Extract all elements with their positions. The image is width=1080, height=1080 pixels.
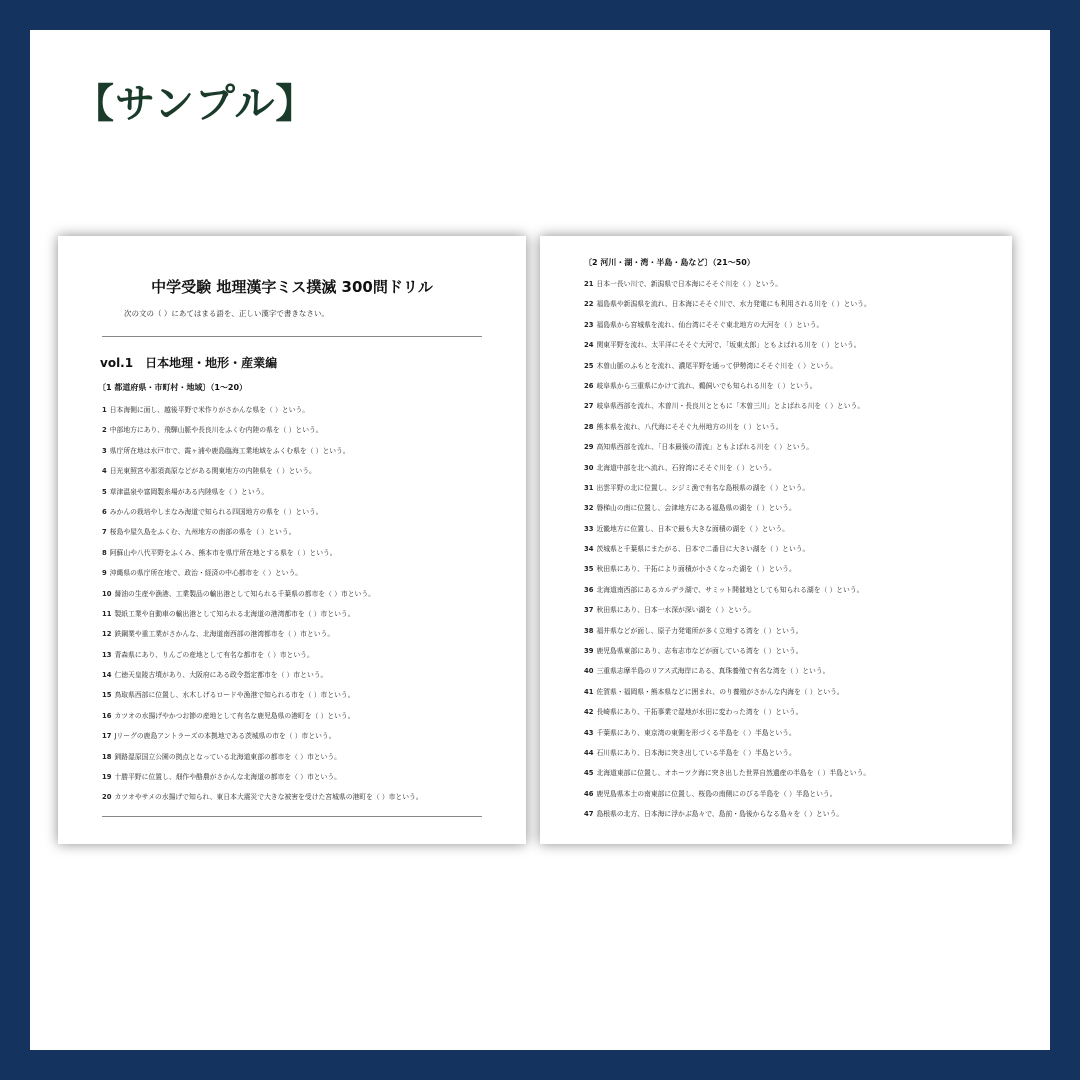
question-text: 佐賀県・福岡県・熊本県などに囲まれ、のり養殖がさかんな内海を（ ）という。 — [596, 687, 844, 696]
question-item — [584, 339, 1008, 359]
question-number: 24 — [584, 341, 594, 350]
question-item — [584, 298, 1008, 318]
question-text: 出雲平野の北に位置し、シジミ漁で有名な島根県の湖を（ ）という。 — [596, 483, 810, 492]
sample-label: 【サンプル】 — [74, 81, 317, 127]
question-text: 石川県にあり、日本海に突き出している半島を（ ）半島という。 — [596, 748, 796, 757]
question-number: 4 — [102, 467, 107, 476]
question-number: 25 — [584, 361, 594, 370]
question-number: 40 — [584, 667, 594, 676]
question-text: 岐阜県西部を流れ、木曽川・長良川とともに「木曽三川」とよばれる川を（ ）という。 — [596, 402, 865, 411]
question-number: 44 — [584, 748, 594, 757]
question-item — [102, 751, 522, 771]
question-item — [102, 486, 522, 506]
question-number: 5 — [102, 487, 107, 496]
question-item — [102, 465, 522, 485]
question-item — [584, 543, 1008, 563]
question-number: 42 — [584, 708, 594, 717]
question-number: 2 — [102, 426, 107, 435]
question-text: 桜島や屋久島をふくむ、九州地方の南部の県を（ ）という。 — [109, 528, 296, 537]
question-text: 日光東照宮や那須高原などがある関東地方の内陸県を（ ）という。 — [109, 467, 316, 476]
question-item — [584, 421, 1008, 441]
question-text: 日本海側に面し、越後平野で米作りがさかんな県を（ ）という。 — [109, 406, 310, 414]
question-number: 46 — [584, 789, 594, 798]
question-number: 23 — [584, 320, 594, 329]
question-number: 30 — [584, 463, 594, 472]
question-number: 19 — [102, 773, 112, 782]
question-text: 高知県西部を流れ、「日本最後の清流」ともよばれる川を（ ）という。 — [596, 443, 814, 452]
question-text: 県庁所在地は水戸市で、霞ヶ浦や鹿島臨海工業地域をふくむ県を（ ）という。 — [109, 446, 350, 455]
divider-bottom — [102, 816, 482, 817]
question-item — [102, 730, 522, 750]
question-number: 32 — [584, 504, 594, 513]
question-number: 35 — [584, 565, 594, 574]
question-item — [584, 462, 1008, 482]
question-text: 茨城県と千葉県にまたがる、日本で二番目に大きい湖を（ ）という。 — [596, 545, 810, 554]
document-instruction: 次の文の（ ）にあてはまる語を、正しい漢字で書きなさい。 — [124, 309, 329, 318]
question-text: 千葉県にあり、東京湾の東側を形づくる半島を（ ）半島という。 — [596, 728, 796, 737]
question-text: 福島県や新潟県を流れ、日本海にそそぐ川で、水力発電にも利用される川を（ ）という。 — [596, 300, 871, 309]
question-number: 13 — [102, 650, 112, 659]
question-text: 阿蘇山や八代平野をふくみ、熊本市を県庁所在地とする県を（ ）という。 — [109, 548, 337, 557]
question-text: 近畿地方に位置し、日本で最も大きな面積の湖を（ ）という。 — [596, 524, 789, 533]
question-number: 45 — [584, 769, 594, 778]
question-item — [102, 404, 522, 424]
question-number: 28 — [584, 422, 594, 431]
question-item — [102, 424, 522, 444]
question-item — [584, 380, 1008, 400]
question-item — [102, 567, 522, 587]
question-text: 鉄鋼業や重工業がさかんな、北海道南西部の港湾都市を（ ）市という。 — [114, 630, 335, 639]
question-item — [102, 547, 522, 567]
question-item — [584, 686, 1008, 706]
question-text: 醤油の生産や漁港、工業製品の輸出港として知られる千葉県の都市を（ ）市という。 — [114, 589, 375, 598]
question-number: 31 — [584, 483, 594, 492]
question-item — [584, 441, 1008, 461]
question-number: 6 — [102, 507, 107, 516]
question-item — [584, 747, 1008, 767]
question-item — [584, 400, 1008, 420]
question-text: 鹿児島県東部にあり、志布志市などが面している湾を（ ）という。 — [596, 647, 803, 656]
question-text: 製紙工業や自動車の輸出港として知られる北海道の港湾都市を（ ）市という。 — [114, 609, 355, 618]
question-number: 12 — [102, 630, 112, 639]
document-title: 中学受験 地理漢字ミス撲滅 300問ドリル — [151, 278, 433, 296]
question-item — [584, 788, 1008, 808]
question-item — [102, 689, 522, 709]
question-number: 7 — [102, 528, 107, 537]
question-item — [584, 706, 1008, 726]
question-text: 秋田県にあり、日本一水深が深い湖を（ ）という。 — [596, 606, 755, 615]
question-text: 中部地方にあり、飛騨山脈や長良川をふくむ内陸の県を（ ）という。 — [109, 426, 323, 435]
question-text: 島根県の北方、日本海に浮かぶ島々で、島前・島後からなる島々を（ ）という。 — [596, 810, 844, 819]
question-text: 沖縄県の県庁所在地で、政治・経済の中心都市を（ ）という。 — [109, 569, 303, 578]
question-text: 長崎県にあり、干拓事業で湿地が水田に変わった湾を（ ）という。 — [596, 708, 803, 717]
question-number: 47 — [584, 810, 594, 819]
question-text: Jリーグの鹿島アントラーズの本拠地である茨城県の市を（ ）市という。 — [114, 732, 336, 741]
question-number: 36 — [584, 585, 594, 594]
question-text: 鳥取県西部に位置し、水木しげるロードや漁港で知られる市を（ ）市という。 — [114, 691, 355, 700]
question-item — [584, 584, 1008, 604]
question-number: 37 — [584, 606, 594, 615]
question-number: 11 — [102, 609, 112, 618]
question-item — [584, 604, 1008, 624]
question-text: 三重県志摩半島のリアス式海岸にある、真珠養殖で有名な湾を（ ）という。 — [596, 667, 830, 676]
question-number: 9 — [102, 569, 107, 578]
question-text: カツオやサメの水揚げで知られ、東日本大震災で大きな被害を受けた宮城県の港町を（ ）市という。 — [114, 793, 423, 802]
question-text: 草津温泉や富岡製糸場がある内陸県を（ ）という。 — [109, 487, 269, 496]
question-number: 18 — [102, 752, 112, 761]
question-item — [584, 523, 1008, 543]
question-item — [102, 445, 522, 465]
question-text: 北海道南西部にあるカルデラ湖で、サミット開催地としても知られる湖を（ ）という。 — [596, 585, 864, 594]
question-item — [584, 482, 1008, 502]
volume-title: vol.1 日本地理・地形・産業編 — [100, 356, 278, 370]
question-item — [102, 628, 522, 648]
question-item — [102, 710, 522, 730]
question-number: 29 — [584, 443, 594, 452]
question-item — [584, 727, 1008, 747]
question-item — [102, 791, 522, 811]
question-item — [584, 665, 1008, 685]
question-item — [102, 649, 522, 669]
question-text: 福島県から宮城県を流れ、仙台湾にそそぐ東北地方の大河を（ ）という。 — [596, 320, 824, 329]
question-text: 日本一長い川で、新潟県で日本海にそそぐ川を（ ）という。 — [596, 280, 783, 288]
question-number: 33 — [584, 524, 594, 533]
document-page-left — [58, 236, 526, 844]
question-text: 仁徳天皇陵古墳があり、大阪府にある政令指定都市を（ ）市という。 — [114, 671, 328, 680]
question-number: 38 — [584, 626, 594, 635]
question-number: 21 — [584, 280, 594, 288]
question-number: 1 — [102, 406, 107, 414]
sample-canvas — [30, 30, 1050, 1050]
question-number: 43 — [584, 728, 594, 737]
question-item — [584, 502, 1008, 522]
question-number: 26 — [584, 381, 594, 390]
question-text: 木曽山脈のふもとを流れ、濃尾平野を通って伊勢湾にそそぐ川を（ ）という。 — [596, 361, 837, 370]
question-text: 関東平野を流れ、太平洋にそそぐ大河で、「坂東太郎」ともよばれる川を（ ）という。 — [596, 341, 861, 350]
divider-top — [102, 336, 482, 337]
question-item — [102, 526, 522, 546]
question-item — [102, 608, 522, 628]
question-text: 熊本県を流れ、八代海にそそぐ九州地方の川を（ ）という。 — [596, 422, 783, 431]
question-number: 22 — [584, 300, 594, 309]
question-number: 10 — [102, 589, 112, 598]
section-heading: 〔2 河川・湖・湾・半島・島など〕（21〜50） — [584, 258, 755, 267]
section-heading: 〔1 都道府県・市町村・地域〕（1〜20） — [98, 383, 248, 392]
question-number: 15 — [102, 691, 112, 700]
question-item — [584, 278, 1008, 298]
question-item — [584, 563, 1008, 583]
question-item — [584, 645, 1008, 665]
question-text: 福井県などが面し、原子力発電所が多く立地する湾を（ ）という。 — [596, 626, 803, 635]
question-text: みかんの栽培やしまなみ海道で知られる四国地方の県を（ ）という。 — [109, 507, 323, 516]
question-text: 北海道中部を北へ流れ、石狩湾にそそぐ川を（ ）という。 — [596, 463, 776, 472]
question-text: 十勝平野に位置し、畑作や酪農がさかんな北海道の都市を（ ）市という。 — [114, 773, 341, 782]
question-item — [102, 771, 522, 791]
question-item — [584, 319, 1008, 339]
question-text: 鹿児島県本土の南東部に位置し、桜島の南側にのびる半島を（ ）半島という。 — [596, 789, 837, 798]
document-page-right — [540, 236, 1012, 844]
question-text: 釧路湿原国立公園の拠点となっている北海道東部の都市を（ ）市という。 — [114, 752, 341, 761]
question-text: 岐阜県から三重県にかけて流れ、鵜飼いでも知られる川を（ ）という。 — [596, 381, 817, 390]
question-list-left — [102, 404, 522, 812]
question-number: 14 — [102, 671, 112, 680]
question-item — [584, 767, 1008, 787]
question-item — [584, 808, 1008, 828]
question-item — [102, 588, 522, 608]
question-number: 39 — [584, 647, 594, 656]
question-number: 20 — [102, 793, 112, 802]
question-item — [102, 506, 522, 526]
question-number: 41 — [584, 687, 594, 696]
question-number: 8 — [102, 548, 107, 557]
question-number: 3 — [102, 446, 107, 455]
question-text: 秋田県にあり、干拓により面積が小さくなった湖を（ ）という。 — [596, 565, 796, 574]
question-item — [102, 669, 522, 689]
question-number: 17 — [102, 732, 112, 741]
question-item — [584, 360, 1008, 380]
question-item — [584, 625, 1008, 645]
question-text: 青森県にあり、りんごの産地として有名な都市を（ ）市という。 — [114, 650, 314, 659]
question-number: 16 — [102, 711, 112, 720]
question-number: 34 — [584, 545, 594, 554]
question-text: 磐梯山の南に位置し、会津地方にある福島県の湖を（ ）という。 — [596, 504, 796, 513]
question-list-right — [584, 278, 1008, 829]
question-text: カツオの水揚げやかつお節の産地として有名な鹿児島県の港町を（ ）という。 — [114, 711, 355, 720]
question-text: 北海道東部に位置し、オホーツク海に突き出した世界自然遺産の半島を（ ）半島という。 — [596, 769, 871, 778]
question-number: 27 — [584, 402, 594, 411]
